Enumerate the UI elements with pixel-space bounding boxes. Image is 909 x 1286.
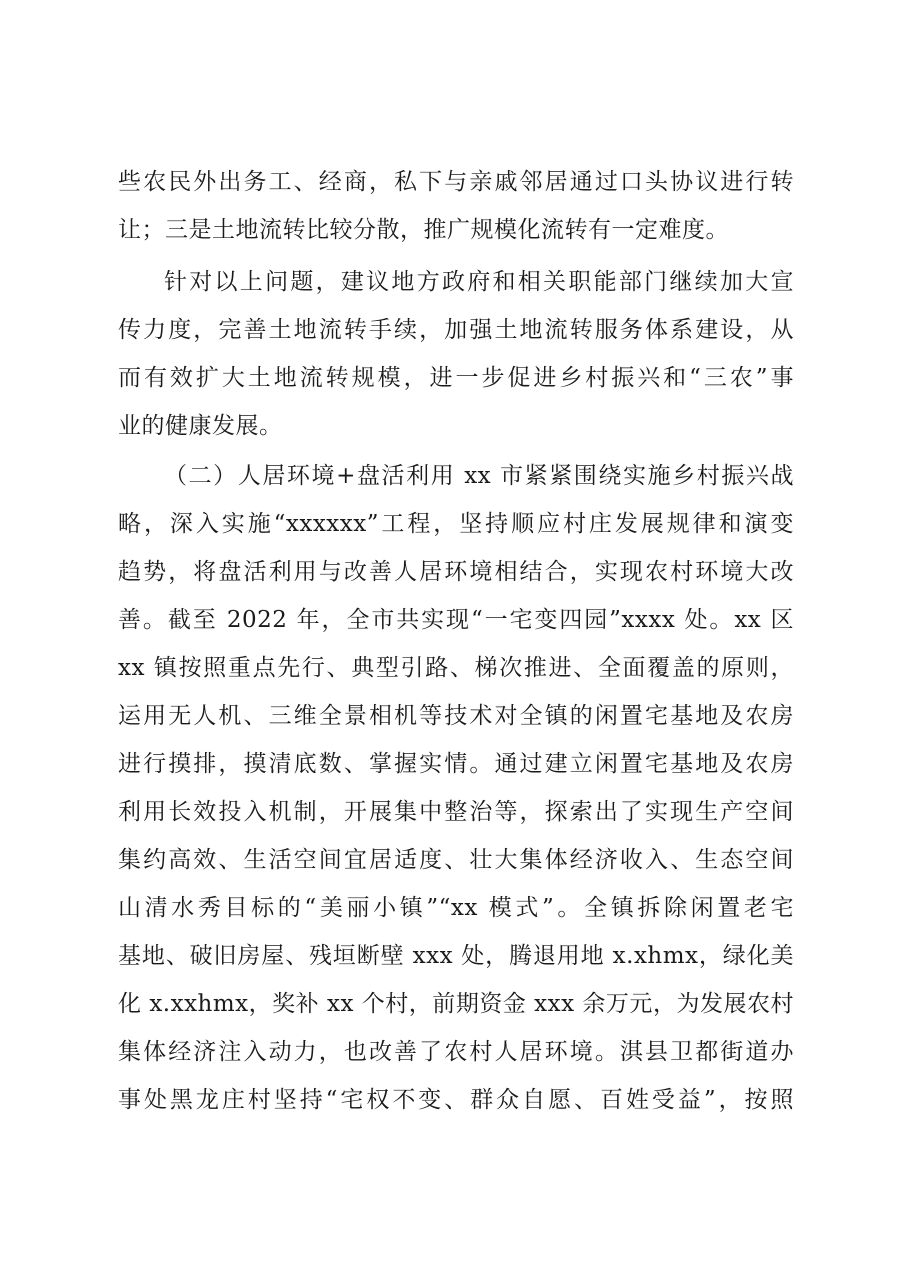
- paragraph-line: 针对以上问题，建议地方政府和相关职能部门继续加大宣: [164, 269, 794, 295]
- paragraph-line: 些农民外出务工、经商，私下与亲戚邻居通过口头协议进行转: [118, 169, 794, 195]
- paragraph-line: 善。截至 2022 年，全市共实现“一宅变四园”xxxx 处。xx 区: [118, 607, 794, 633]
- paragraph-line: 趋势，将盘活利用与改善人居环境相结合，实现农村环境大改: [118, 559, 794, 585]
- paragraph-line: （二）人居环境+盘活利用 xx 市紧紧围绕实施乡村振兴战: [164, 463, 794, 489]
- paragraph-line: 略，深入实施“xxxxxx”工程，坚持顺应村庄发展规律和演变: [118, 511, 794, 537]
- paragraph-3: [118, 452, 794, 1124]
- paragraph-line: 运用无人机、三维全景相机等技术对全镇的闲置宅基地及农房: [118, 703, 794, 729]
- paragraph-line: 传力度，完善土地流转手续，加强土地流转服务体系建设，从: [118, 317, 794, 343]
- paragraph-line: 集约高效、生活空间宜居适度、壮大集体经济收入、生态空间: [118, 847, 794, 873]
- paragraph-1: [118, 158, 794, 254]
- paragraph-line: 而有效扩大土地流转规模，进一步促进乡村振兴和“三农”事: [118, 365, 794, 391]
- paragraph-line: 基地、破旧房屋、残垣断壁 xxx 处，腾退用地 x.xhmx，绿化美: [118, 943, 794, 969]
- paragraph-line: xx 镇按照重点先行、典型引路、梯次推进、全面覆盖的原则，: [118, 655, 794, 681]
- paragraph-line: 事处黑龙庄村坚持“宅权不变、群众自愿、百姓受益”，按照: [118, 1087, 794, 1113]
- paragraph-line: 让；三是土地流转比较分散，推广规模化流转有一定难度。: [118, 217, 729, 243]
- paragraph-line: 业的健康发展。: [118, 413, 283, 439]
- paragraph-2: [118, 258, 794, 450]
- paragraph-line: 进行摸排，摸清底数、掌握实情。通过建立闲置宅基地及农房: [118, 751, 794, 777]
- paragraph-line: 化 x.xxhmx，奖补 xx 个村，前期资金 xxx 余万元，为发展农村: [118, 991, 794, 1017]
- paragraph-line: 集体经济注入动力，也改善了农村人居环境。淇县卫都街道办: [118, 1039, 794, 1065]
- paragraph-line: 山清水秀目标的“美丽小镇”“xx 模式”。全镇拆除闲置老宅: [118, 895, 794, 921]
- paragraph-line: 利用长效投入机制，开展集中整治等，探索出了实现生产空间: [118, 799, 794, 825]
